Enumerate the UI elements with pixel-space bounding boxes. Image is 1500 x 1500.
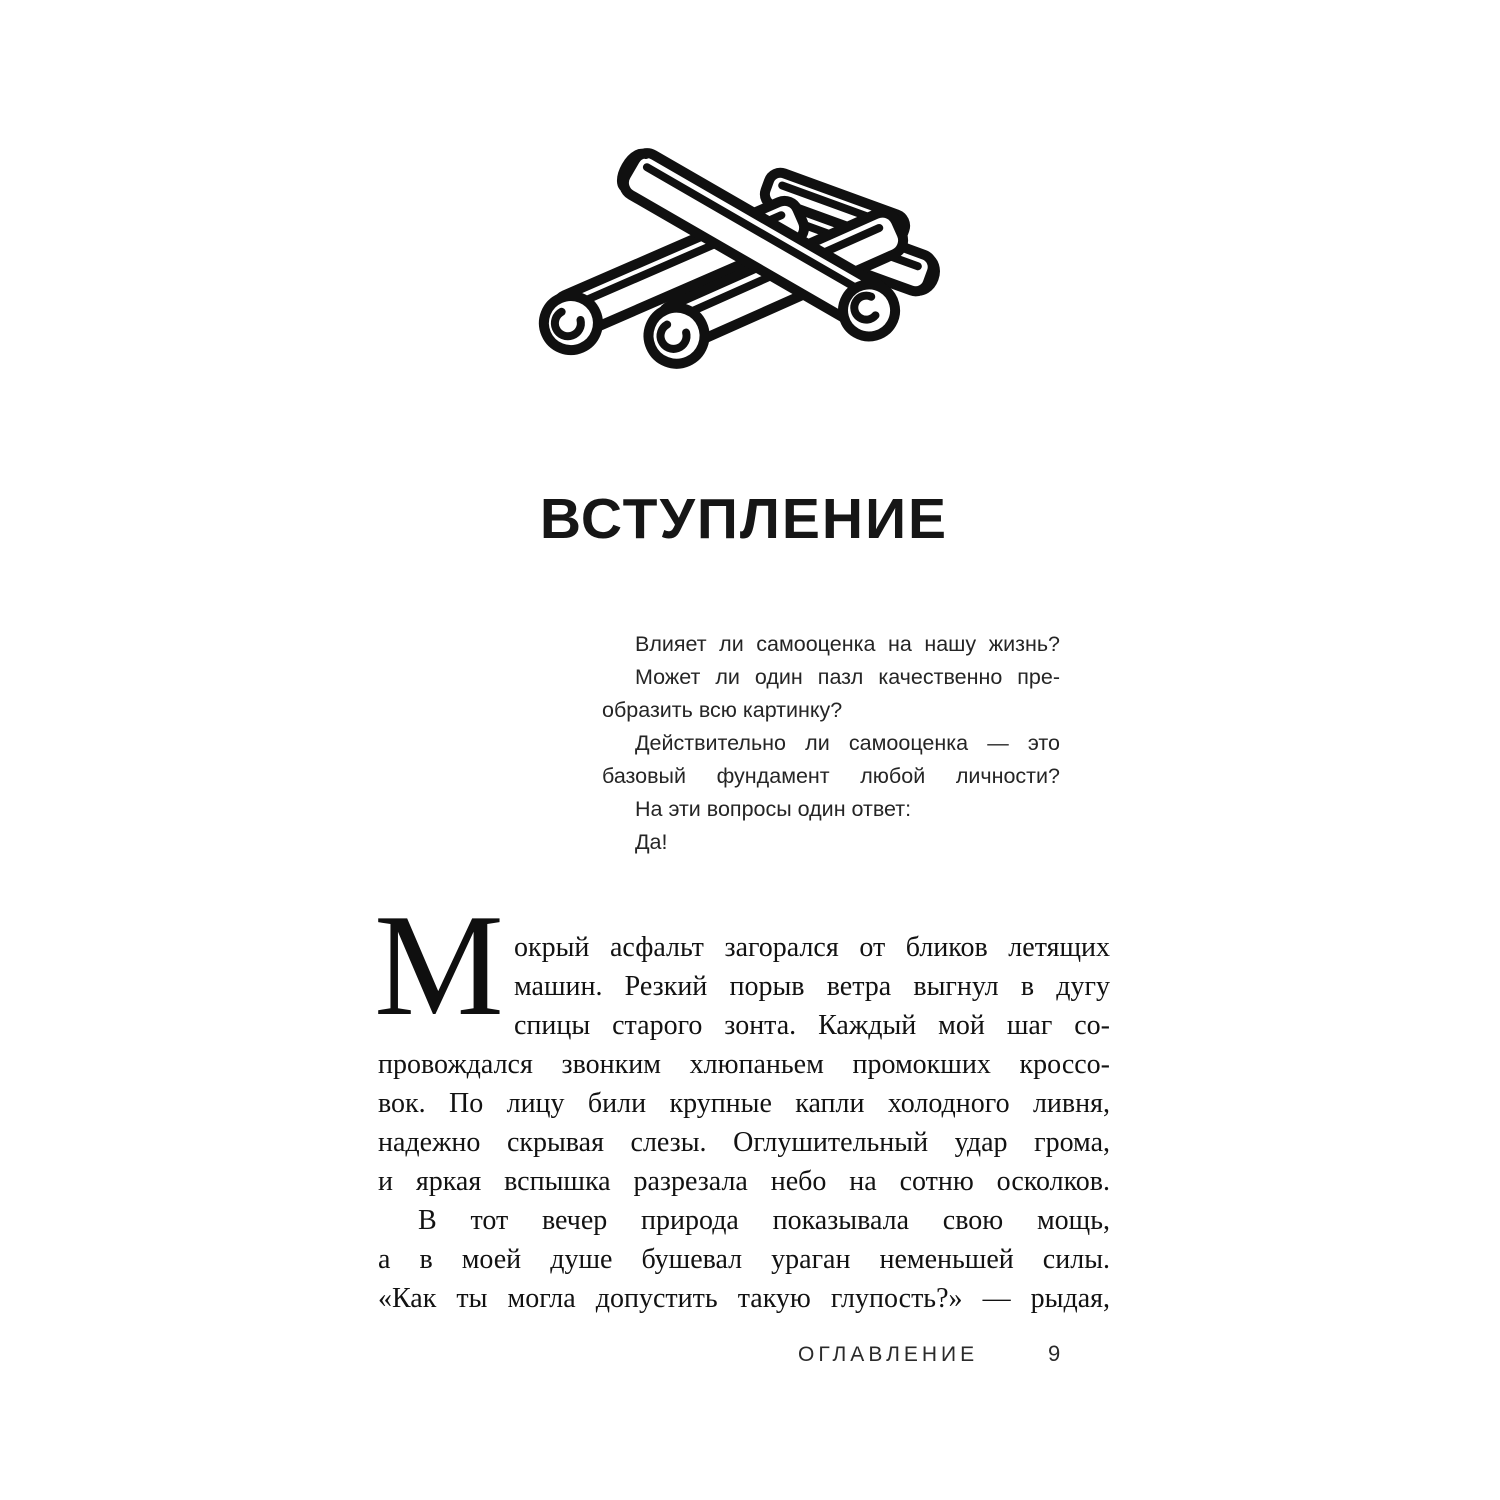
footer-page-number: 9 — [1048, 1341, 1061, 1366]
body-line: «Как ты могла допустить такую глупость?» — рыдая, — [378, 1283, 1110, 1314]
body-line: и яркая вспышка разрезала небо на сотню осколков. — [378, 1166, 1110, 1197]
body-line: надежно скрывая слезы. Оглушительный удар грома, — [378, 1127, 1110, 1158]
body-line: спицы старого зонта. Каждый мой шаг со- — [514, 1010, 1110, 1041]
footer-section-label: ОГЛАВЛЕНИЕ — [798, 1343, 979, 1366]
epigraph-line: образить всю картинку? — [602, 698, 843, 722]
body-text — [374, 884, 1110, 1318]
epigraph-line: Влияет ли самооценка на нашу жизнь? — [635, 632, 1060, 656]
body-line: а в моей душе бушевал ураган неменьшей силы. — [378, 1244, 1110, 1275]
body-line: В тот вечер природа показывала свою мощь, — [418, 1205, 1110, 1236]
epigraph-line: На эти вопросы один ответ: — [635, 797, 912, 821]
cinnamon-sticks-drawing — [505, 148, 945, 383]
body-line: машин. Резкий порыв ветра выгнул в дугу — [514, 971, 1110, 1002]
body-line: провождался звонким хлюпаньем промокших кроссо- — [378, 1049, 1110, 1080]
cinnamon-sticks-illustration — [505, 148, 945, 383]
epigraph-line: Может ли один пазл качественно пре- — [635, 665, 1060, 689]
epigraph-line: Да! — [635, 830, 668, 854]
chapter-title: ВСТУПЛЕНИЕ — [539, 487, 949, 551]
drop-cap: М — [374, 884, 504, 1046]
epigraph-line: базовый фундамент любой личности? — [602, 764, 1060, 788]
epigraph — [602, 628, 1060, 859]
body-line: вок. По лицу били крупные капли холодного ливня, — [378, 1088, 1110, 1119]
epigraph-line: Действительно ли самооценка — это — [635, 731, 1060, 755]
body-line: окрый асфальт загорался от бликов летящих — [514, 932, 1110, 963]
